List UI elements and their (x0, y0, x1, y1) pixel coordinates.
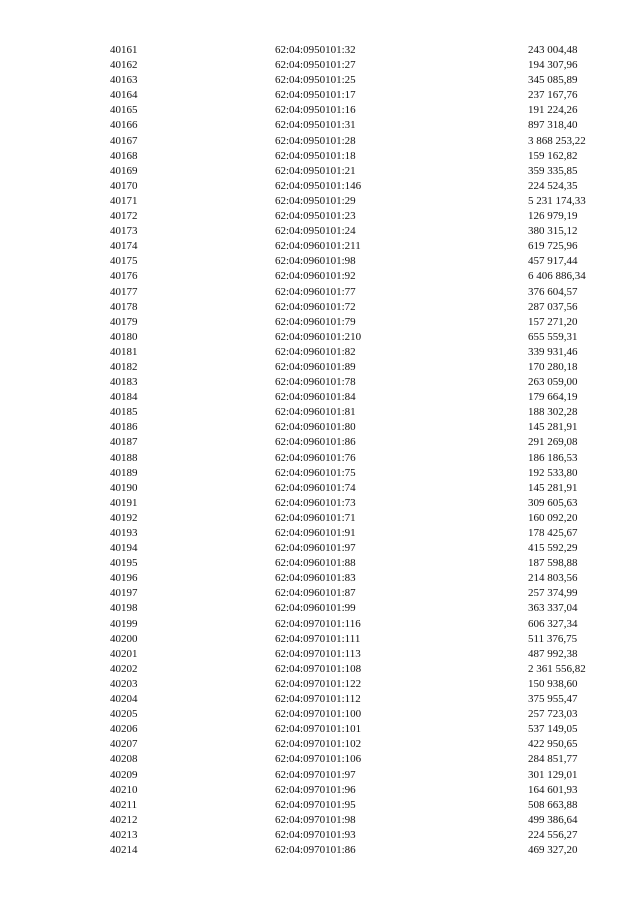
cadastral-value: 159 162,82 (528, 149, 578, 162)
table-row (0, 662, 638, 677)
cadastral-number: 62:04:0950101:24 (275, 225, 356, 238)
cadastral-value: 619 725,96 (528, 240, 578, 253)
row-number: 40171 (110, 194, 138, 207)
cadastral-number: 62:04:0960101:78 (275, 376, 356, 389)
cadastral-number: 62:04:0950101:32 (275, 44, 356, 56)
cadastral-number: 62:04:0970101:111 (275, 632, 361, 645)
row-number: 40191 (110, 496, 138, 509)
table-row (0, 315, 638, 330)
cadastral-number: 62:04:0950101:23 (275, 210, 356, 223)
cadastral-value: 375 955,47 (528, 693, 578, 706)
table-row (0, 798, 638, 813)
cadastral-value: 145 281,91 (528, 421, 578, 434)
row-number: 40213 (110, 828, 138, 841)
cadastral-value: 380 315,12 (528, 225, 578, 238)
table-row (0, 768, 638, 783)
cadastral-value: 422 950,65 (528, 738, 578, 751)
row-number: 40207 (110, 738, 138, 751)
table-row (0, 586, 638, 601)
row-number: 40199 (110, 617, 138, 630)
table-row (0, 496, 638, 511)
cadastral-value: 187 598,88 (528, 557, 578, 570)
cadastral-value: 469 327,20 (528, 843, 578, 856)
cadastral-value: 126 979,19 (528, 210, 578, 223)
row-number: 40182 (110, 360, 138, 373)
cadastral-number: 62:04:0960101:211 (275, 240, 361, 253)
table-row (0, 783, 638, 798)
row-number: 40209 (110, 768, 138, 781)
row-number: 40183 (110, 376, 138, 389)
row-number: 40206 (110, 723, 138, 736)
cadastral-number: 62:04:0960101:91 (275, 527, 356, 539)
table-row (0, 194, 638, 209)
table-row (0, 88, 638, 103)
row-number: 40195 (110, 557, 138, 570)
cadastral-number: 62:04:0960101:88 (275, 557, 356, 570)
table-row (0, 254, 638, 269)
row-number: 40187 (110, 436, 138, 449)
cadastral-number: 62:04:0960101:72 (275, 300, 356, 313)
cadastral-number: 62:04:0950101:31 (275, 119, 356, 132)
cadastral-number: 62:04:0960101:98 (275, 255, 356, 268)
cadastral-value: 5 231 174,33 (528, 194, 586, 207)
cadastral-value: 178 425,67 (528, 527, 578, 539)
table-row (0, 345, 638, 360)
cadastral-value: 511 376,75 (528, 632, 578, 645)
cadastral-number: 62:04:0970101:96 (275, 783, 356, 796)
cadastral-number: 62:04:0970101:98 (275, 813, 356, 826)
cadastral-number: 62:04:0950101:28 (275, 134, 356, 147)
table-row (0, 541, 638, 556)
row-number: 40176 (110, 270, 138, 283)
cadastral-value: 192 533,80 (528, 466, 578, 479)
cadastral-value: 186 186,53 (528, 451, 578, 464)
cadastral-number: 62:04:0960101:87 (275, 587, 356, 600)
row-number: 40162 (110, 59, 138, 72)
cadastral-value: 457 917,44 (528, 255, 578, 268)
cadastral-value: 2 361 556,82 (528, 662, 586, 675)
row-number: 40197 (110, 587, 138, 600)
table-row (0, 526, 638, 541)
cadastral-number: 62:04:0960101:77 (275, 285, 356, 298)
table-row (0, 375, 638, 390)
row-number: 40167 (110, 134, 138, 147)
cadastral-number: 62:04:0970101:116 (275, 617, 361, 630)
cadastral-number: 62:04:0960101:210 (275, 330, 362, 343)
table-row (0, 58, 638, 73)
table-row (0, 209, 638, 224)
table-row (0, 435, 638, 450)
cadastral-number: 62:04:0970101:101 (275, 723, 362, 736)
cadastral-value: 150 938,60 (528, 677, 578, 690)
row-number: 40164 (110, 89, 138, 102)
cadastral-value: 257 723,03 (528, 708, 578, 721)
table-row (0, 405, 638, 420)
table-row (0, 390, 638, 405)
cadastral-number: 62:04:0950101:29 (275, 194, 356, 207)
table-row (0, 813, 638, 828)
row-number: 40179 (110, 315, 138, 328)
row-number: 40212 (110, 813, 138, 826)
cadastral-number: 62:04:0960101:81 (275, 406, 356, 419)
table-body (0, 43, 638, 858)
cadastral-number: 62:04:0950101:16 (275, 104, 356, 117)
table-row (0, 556, 638, 571)
table-row (0, 149, 638, 164)
table-row (0, 617, 638, 632)
cadastral-value: 655 559,31 (528, 330, 578, 343)
table-row (0, 843, 638, 858)
row-number: 40169 (110, 164, 138, 177)
cadastral-value: 339 931,46 (528, 345, 578, 358)
cadastral-number: 62:04:0960101:82 (275, 345, 356, 358)
cadastral-number: 62:04:0960101:84 (275, 391, 356, 404)
cadastral-number: 62:04:0970101:122 (275, 677, 362, 690)
cadastral-value: 263 059,00 (528, 376, 578, 389)
row-number: 40214 (110, 843, 138, 856)
cadastral-number: 62:04:0970101:97 (275, 768, 356, 781)
cadastral-number: 62:04:0970101:86 (275, 843, 356, 856)
row-number: 40180 (110, 330, 138, 343)
cadastral-number: 62:04:0970101:100 (275, 708, 362, 721)
table-row (0, 269, 638, 284)
row-number: 40174 (110, 240, 138, 253)
cadastral-value: 287 037,56 (528, 300, 578, 313)
table-row (0, 451, 638, 466)
cadastral-number: 62:04:0960101:71 (275, 511, 356, 524)
row-number: 40193 (110, 527, 138, 539)
cadastral-number: 62:04:0950101:21 (275, 164, 356, 177)
cadastral-value: 537 149,05 (528, 723, 578, 736)
row-number: 40166 (110, 119, 138, 132)
table-row (0, 224, 638, 239)
cadastral-value: 415 592,29 (528, 542, 578, 555)
cadastral-value-table (0, 43, 638, 858)
row-number: 40211 (110, 798, 138, 811)
cadastral-number: 62:04:0960101:74 (275, 481, 356, 494)
table-row (0, 571, 638, 586)
cadastral-number: 62:04:0960101:86 (275, 436, 356, 449)
table-row (0, 601, 638, 616)
row-number: 40175 (110, 255, 138, 268)
table-row (0, 722, 638, 737)
cadastral-value: 224 524,35 (528, 179, 578, 192)
cadastral-value: 170 280,18 (528, 360, 578, 373)
cadastral-value: 487 992,38 (528, 647, 578, 660)
row-number: 40184 (110, 391, 138, 404)
cadastral-number: 62:04:0960101:89 (275, 360, 356, 373)
cadastral-number: 62:04:0970101:93 (275, 828, 356, 841)
cadastral-value: 179 664,19 (528, 391, 578, 404)
cadastral-number: 62:04:0970101:112 (275, 693, 361, 706)
cadastral-value: 284 851,77 (528, 753, 578, 766)
row-number: 40186 (110, 421, 138, 434)
cadastral-number: 62:04:0950101:25 (275, 74, 356, 87)
table-row (0, 300, 638, 315)
table-row (0, 632, 638, 647)
row-number: 40172 (110, 210, 138, 223)
cadastral-value: 345 085,89 (528, 74, 578, 87)
cadastral-number: 62:04:0950101:17 (275, 89, 356, 102)
row-number: 40205 (110, 708, 138, 721)
cadastral-value: 157 271,20 (528, 315, 578, 328)
cadastral-value: 376 604,57 (528, 285, 578, 298)
cadastral-value: 243 004,48 (528, 44, 578, 56)
cadastral-value: 191 224,26 (528, 104, 578, 117)
cadastral-value: 160 092,20 (528, 511, 578, 524)
table-row (0, 737, 638, 752)
cadastral-number: 62:04:0970101:102 (275, 738, 362, 751)
table-row (0, 43, 638, 58)
row-number: 40198 (110, 602, 138, 615)
cadastral-value: 301 129,01 (528, 768, 578, 781)
table-row (0, 239, 638, 254)
table-row (0, 164, 638, 179)
row-number: 40196 (110, 572, 138, 585)
row-number: 40161 (110, 44, 138, 56)
row-number: 40168 (110, 149, 138, 162)
row-number: 40202 (110, 662, 138, 675)
table-row (0, 481, 638, 496)
cadastral-number: 62:04:0960101:73 (275, 496, 356, 509)
cadastral-value: 237 167,76 (528, 89, 578, 102)
table-row (0, 677, 638, 692)
table-row (0, 118, 638, 133)
table-row (0, 285, 638, 300)
table-row (0, 828, 638, 843)
row-number: 40177 (110, 285, 138, 298)
row-number: 40173 (110, 225, 138, 238)
cadastral-value: 499 386,64 (528, 813, 578, 826)
row-number: 40185 (110, 406, 138, 419)
row-number: 40188 (110, 451, 138, 464)
row-number: 40208 (110, 753, 138, 766)
cadastral-number: 62:04:0970101:106 (275, 753, 362, 766)
cadastral-number: 62:04:0960101:80 (275, 421, 356, 434)
table-row (0, 466, 638, 481)
cadastral-value: 363 337,04 (528, 602, 578, 615)
row-number: 40210 (110, 783, 138, 796)
table-row (0, 420, 638, 435)
cadastral-value: 359 335,85 (528, 164, 578, 177)
cadastral-number: 62:04:0960101:92 (275, 270, 356, 283)
cadastral-number: 62:04:0950101:146 (275, 179, 362, 192)
cadastral-value: 164 601,93 (528, 783, 578, 796)
table-row (0, 511, 638, 526)
table-row (0, 752, 638, 767)
cadastral-value: 145 281,91 (528, 481, 578, 494)
row-number: 40194 (110, 542, 138, 555)
table-row (0, 134, 638, 149)
cadastral-value: 188 302,28 (528, 406, 578, 419)
cadastral-value: 309 605,63 (528, 496, 578, 509)
cadastral-value: 6 406 886,34 (528, 270, 586, 283)
cadastral-value: 897 318,40 (528, 119, 578, 132)
cadastral-value: 3 868 253,22 (528, 134, 586, 147)
row-number: 40170 (110, 179, 138, 192)
cadastral-value: 257 374,99 (528, 587, 578, 600)
cadastral-number: 62:04:0960101:76 (275, 451, 356, 464)
cadastral-number: 62:04:0960101:79 (275, 315, 356, 328)
cadastral-value: 194 307,96 (528, 59, 578, 72)
cadastral-value: 291 269,08 (528, 436, 578, 449)
table-row (0, 692, 638, 707)
row-number: 40204 (110, 693, 138, 706)
cadastral-number: 62:04:0970101:95 (275, 798, 356, 811)
cadastral-value: 606 327,34 (528, 617, 578, 630)
cadastral-number: 62:04:0950101:27 (275, 59, 356, 72)
cadastral-value: 224 556,27 (528, 828, 578, 841)
cadastral-number: 62:04:0960101:99 (275, 602, 356, 615)
row-number: 40189 (110, 466, 138, 479)
table-row (0, 103, 638, 118)
cadastral-number: 62:04:0970101:113 (275, 647, 361, 660)
cadastral-number: 62:04:0960101:97 (275, 542, 356, 555)
table-row (0, 73, 638, 88)
cadastral-number: 62:04:0960101:75 (275, 466, 356, 479)
row-number: 40181 (110, 345, 138, 358)
row-number: 40201 (110, 647, 138, 660)
table-row (0, 647, 638, 662)
table-row (0, 330, 638, 345)
row-number: 40163 (110, 74, 138, 87)
row-number: 40178 (110, 300, 138, 313)
table-row (0, 707, 638, 722)
row-number: 40192 (110, 511, 138, 524)
cadastral-number: 62:04:0970101:108 (275, 662, 362, 675)
row-number: 40165 (110, 104, 138, 117)
cadastral-number: 62:04:0960101:83 (275, 572, 356, 585)
row-number: 40200 (110, 632, 138, 645)
row-number: 40190 (110, 481, 138, 494)
table-row (0, 179, 638, 194)
cadastral-value: 214 803,56 (528, 572, 578, 585)
table-row (0, 360, 638, 375)
row-number: 40203 (110, 677, 138, 690)
cadastral-value: 508 663,88 (528, 798, 578, 811)
cadastral-number: 62:04:0950101:18 (275, 149, 356, 162)
